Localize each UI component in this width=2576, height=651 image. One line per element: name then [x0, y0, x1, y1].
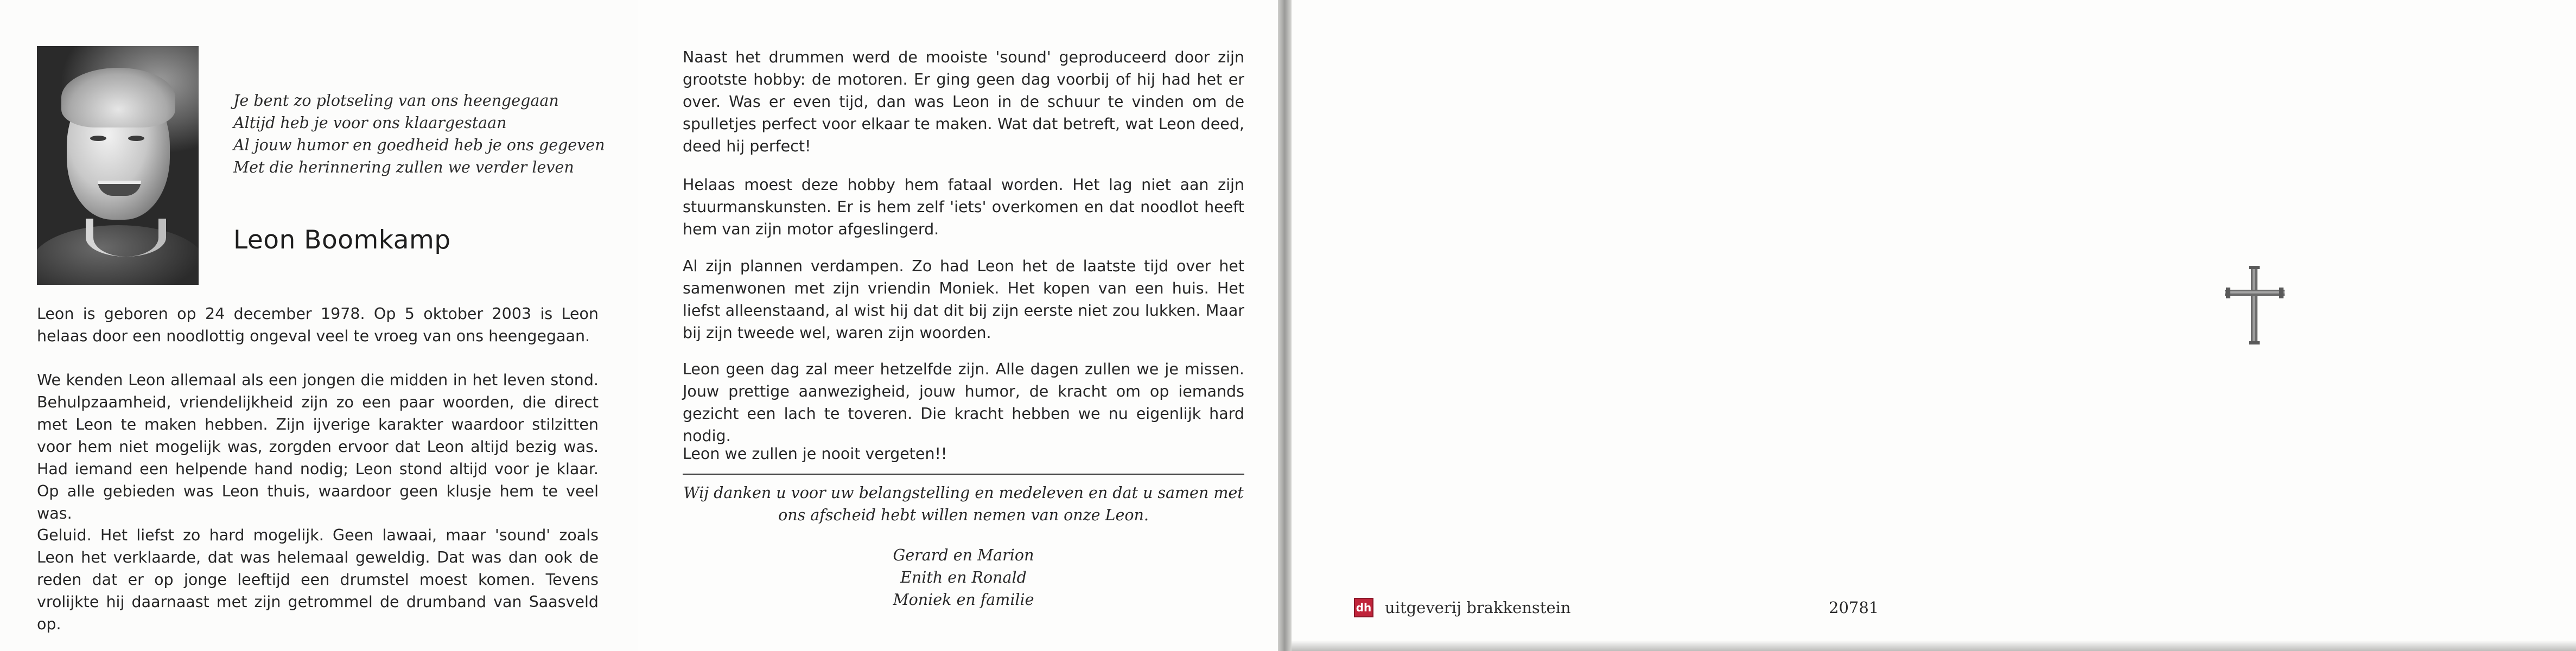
birth-paragraph: Leon is geboren op 24 december 1978. Op 5 oktober 2003 is Leon helaas door een noodlottig ongeval veel te vroeg van ons heengegaan. [37, 305, 599, 345]
thanks-text [683, 482, 1244, 526]
thanks-line: ons afscheid hebt willen nemen van onze Leon. [778, 506, 1149, 524]
plans-paragraph: Al zijn plannen verdampen. Zo had Leon het de laatste tijd over het samenwonen met zijn vriendin Moniek. Het kopen van een huis. Het liefst alleenstaand, al wist hij dat dit bij zijn eerste niet zou lukken. Maar bij zijn tweede wel, waren zijn woorden. [683, 257, 1244, 342]
divider-line [683, 474, 1244, 475]
character-paragraph: We kenden Leon allemaal als een jongen die midden in het leven stond. Behulpzaamheid, vriendelijkheid zijn zo een paar woorden, die direct met Leon te maken hebben. Zijn ijverige karakter waardoor stilzitten voor hem niet mogelijk was, zorgden ervoor dat Leon altijd bezig was. Had iemand een helpende hand nodig; Leon stond altijd voor je klaar. Op alle gebieden was Leon thuis, waardoor geen klusje hem te veel was. [37, 371, 599, 522]
closing-line: Leon we zullen je nooit vergeten!! [683, 445, 947, 463]
hobby-paragraph: Naast het drummen werd de mooiste 'sound' geproduceerd door zijn grootste hobby: de motoren. Er ging geen dag voorbij of hij had het er over. Was er even tijd, dan was Leon in de schuur te vinden om de spulletjes perfect voor elkaar te maken. Wat dat betreft, wat Leon deed, deed hij perfect! [683, 48, 1244, 155]
thanks-line: Wij danken u voor uw belangstelling en medeleven en dat u samen met [683, 484, 1244, 502]
right-page [1292, 0, 2576, 651]
poem-line: Altijd heb je voor ons klaargestaan [233, 114, 507, 132]
signature-line: Gerard en Marion [893, 546, 1034, 564]
music-paragraph: Geluid. Het liefst zo hard mogelijk. Geen lawaai, maar 'sound' zoals Leon het verklaarde, dat was helemaal geweldig. Dat was dan ook de reden dat er op jonge leeftijd een drumstel moest komen. Tevens vrolijkte hij daarnaast met zijn getrommel de drumband van Saasveld op. [37, 526, 599, 633]
missing-paragraph: Leon geen dag zal meer hetzelfde zijn. Alle dagen zullen we je missen. Jouw prettige aanwezigheid, jouw humor, de kracht om op iemands gezicht een lach te toveren. Die kracht hebben we nu eigenlijk hard nodig. [683, 360, 1244, 445]
poem-line: Met die herinnering zullen we verder leven [233, 158, 574, 176]
signature-line: Enith en Ronald [900, 569, 1027, 586]
poem-line: Al jouw humor en goedheid heb je ons gegeven [233, 136, 605, 154]
poem-line: Je bent zo plotseling van ons heengegaan [233, 92, 559, 110]
memorial-poem [233, 90, 624, 178]
publisher-logo: dh [1354, 598, 1373, 617]
cross-icon [2225, 266, 2285, 344]
signatures [683, 544, 1244, 611]
accident-paragraph: Helaas moest deze hobby hem fataal worden. Het lag niet aan zijn stuurmanskunsten. Er is hem zelf 'iets' overkomen en dat noodlot heeft hem van zijn motor afgeslingerd. [683, 176, 1244, 238]
publisher-name: uitgeverij brakkenstein [1385, 598, 1571, 617]
deceased-name: Leon Boomkamp [233, 225, 451, 255]
signature-line: Moniek en familie [893, 591, 1034, 609]
page-edge-shadow [1292, 640, 2576, 651]
page-fold [1278, 0, 1292, 651]
card-code: 20781 [1829, 598, 1879, 617]
portrait-photo [37, 46, 199, 285]
